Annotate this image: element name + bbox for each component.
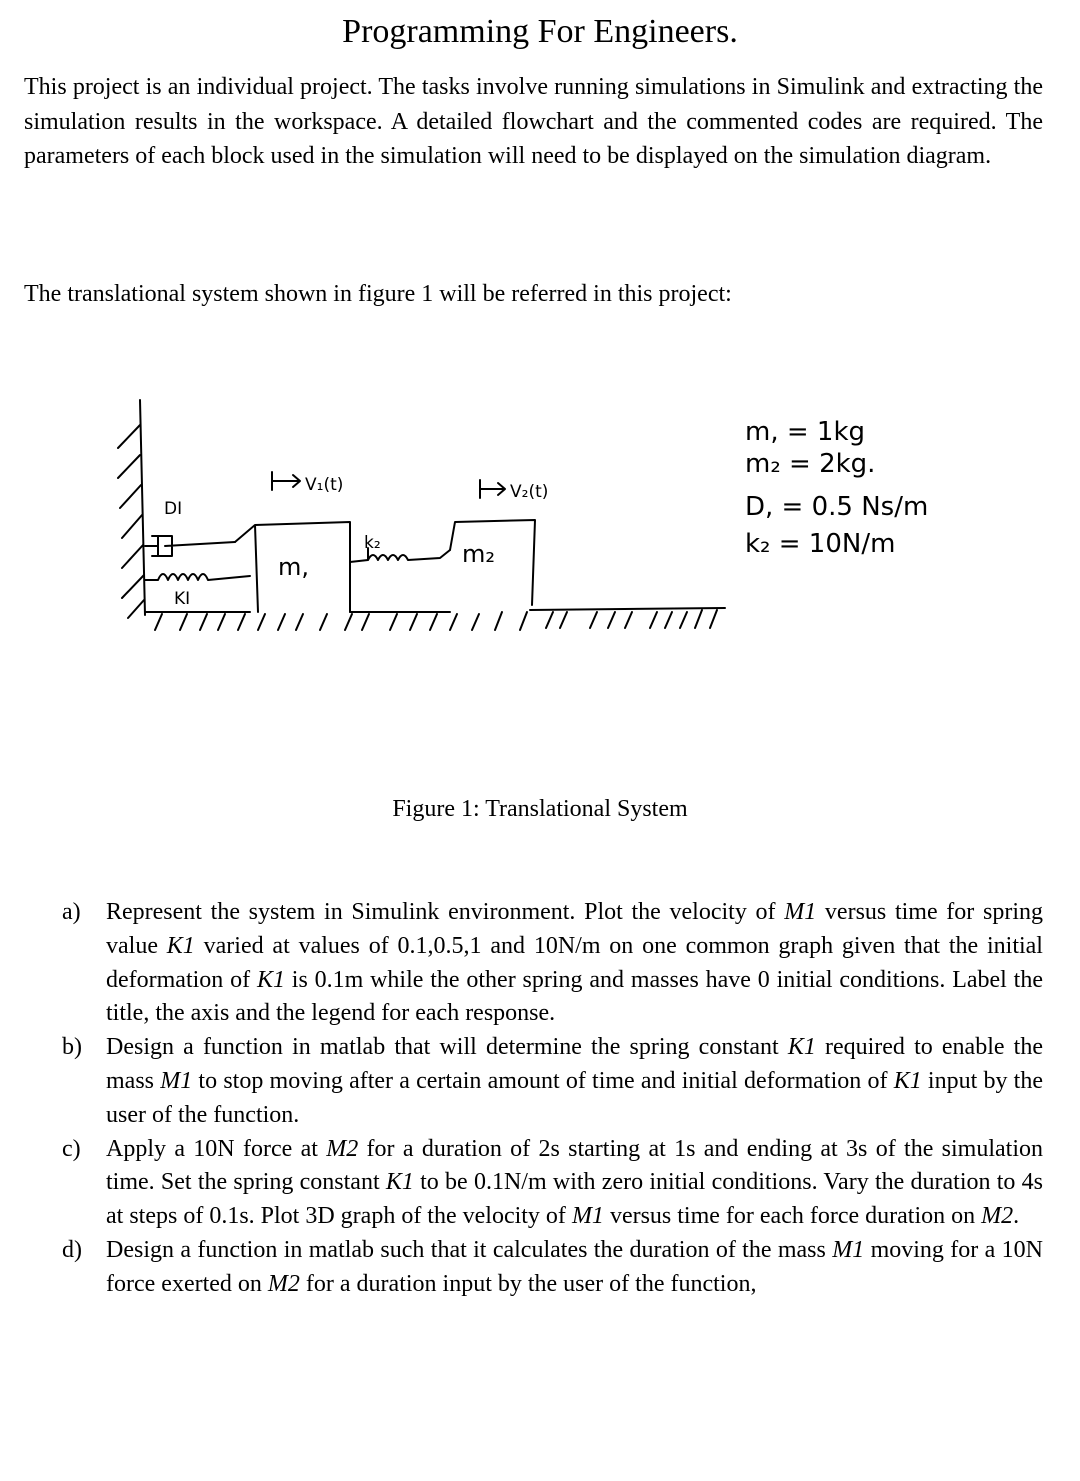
variable-k1: K1 — [385, 1169, 414, 1196]
variable-k1: K1 — [166, 932, 195, 959]
task-letter: b) — [62, 1034, 82, 1061]
velocity-arrow-v2 — [480, 480, 505, 498]
system-diagram — [100, 390, 1000, 640]
task-text: versus time for spring value — [106, 899, 1043, 959]
spring-k1 — [145, 574, 250, 580]
task-text: to stop moving after a certain amount of time and initial deformation of — [192, 1067, 894, 1094]
variable-m1: M1 — [784, 899, 817, 925]
task-text: Design a function in matlab that will determine the spring constant — [106, 1034, 788, 1061]
task-text: is 0.1m while the other spring and masses have 0 initial conditions. Label the title, the axis and the legend for each response. — [106, 966, 1043, 1027]
param-k2: k₂ = 10N/m — [745, 529, 896, 559]
task-item-d — [62, 1234, 1043, 1302]
task-letter: d) — [62, 1236, 82, 1263]
velocity-arrow-v1 — [272, 472, 300, 490]
label-d1: DI — [164, 499, 183, 519]
translational-system-figure — [100, 390, 1000, 640]
intro-paragraph: This project is an individual project. The tasks involve running simulations in Simulink and extracting the simulation results in the workspace. A detailed flowchart and the commented codes are required. The parameters of each block used in the simulation will need to be displayed on the simulation diagram. — [24, 74, 1043, 169]
task-text: for a duration of 2s starting at 1s and ending at 3s of the simulation time. Set the spring constant — [106, 1135, 1044, 1196]
label-v1: V₁(t) — [305, 475, 344, 495]
label-k1: KI — [174, 589, 191, 609]
figure-caption: Figure 1: Translational System — [392, 796, 688, 822]
reference-paragraph: The translational system shown in figure 1 will be referred in this project: — [24, 281, 732, 307]
variable-m2: M2 — [267, 1270, 300, 1297]
damper-d1 — [145, 536, 235, 556]
parameter-list — [745, 417, 928, 559]
variable-m2: M2 — [326, 1135, 359, 1162]
variable-k1: K1 — [787, 1034, 816, 1061]
task-item-b — [62, 1031, 1043, 1132]
task-letter: a) — [62, 899, 81, 925]
task-text: to be 0.1N/m with zero initial conditions. Vary the duration to 4s at steps of 0.1s. Plot 3D graph of the velocity of — [106, 1169, 1044, 1230]
task-text: Represent the system in Simulink environment. Plot the velocity of — [106, 899, 785, 925]
task-text: required to enable the mass — [106, 1034, 1043, 1094]
label-m2: m₂ — [462, 540, 495, 568]
variable-k1: K1 — [893, 1067, 922, 1094]
task-text: input by the user of the function. — [106, 1067, 1044, 1128]
variable-m2: M2 — [981, 1203, 1014, 1230]
param-m1: m, = 1kg — [745, 417, 866, 447]
label-m1: m, — [278, 553, 310, 581]
task-item-a — [62, 896, 1043, 1031]
page-title: Programming For Engineers. — [342, 13, 738, 50]
variable-m1: M1 — [832, 1236, 865, 1263]
task-text: . — [1013, 1203, 1020, 1230]
wall — [140, 400, 145, 615]
task-item-c — [62, 1133, 1043, 1234]
label-v2: V₂(t) — [510, 482, 549, 502]
ground — [145, 608, 725, 612]
variable-m1: M1 — [160, 1067, 193, 1094]
task-text: varied at values of 0.1,0.5,1 and 10N/m on one common graph given that the initial deformation of — [106, 932, 1043, 993]
task-list — [62, 896, 1043, 1302]
param-m2: m₂ = 2kg. — [745, 449, 876, 479]
param-d1: D, = 0.5 Ns/m — [745, 492, 929, 522]
task-letter: c) — [62, 1135, 81, 1162]
task-text: Apply a 10N force at — [106, 1135, 327, 1162]
task-text: for a duration input by the user of the function, — [299, 1270, 757, 1297]
label-k2: k₂ — [364, 533, 381, 553]
variable-m1: M1 — [571, 1203, 604, 1230]
task-text: Design a function in matlab such that it calculates the duration of the mass — [106, 1236, 833, 1263]
task-text: moving for a 10N force exerted on — [106, 1236, 1043, 1297]
variable-k1: K1 — [256, 966, 285, 993]
task-text: versus time for each force duration on — [603, 1203, 982, 1230]
